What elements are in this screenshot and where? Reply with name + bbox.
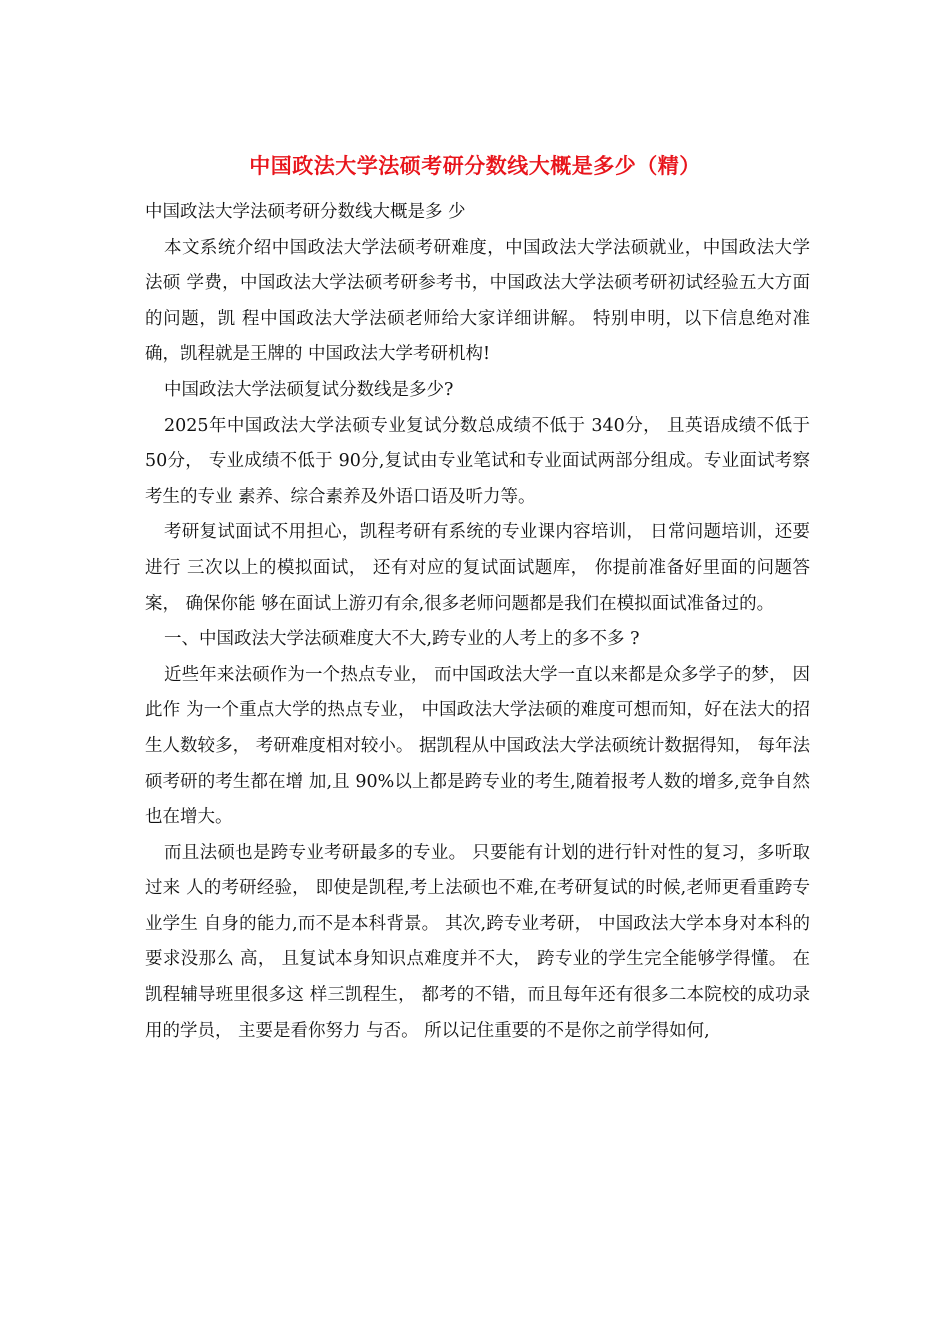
document-title: 中国政法大学法硕考研分数线大概是多少（精） xyxy=(249,153,701,178)
document-body xyxy=(145,195,810,1049)
paragraph-intro: 本文系统介绍中国政法大学法硕考研难度，中国政法大学法硕就业，中国政法大学法硕 学费，中国政法大学法硕考研参考书，中国政法大学法硕考研初试经验五大方面的问题，凯 程中国政法大学法硕老师给大家详细讲解。 特别申明，以下信息绝对准确，凯程就是王牌的 中国政法大学考研机构! xyxy=(145,237,810,365)
paragraph-retest-scores: 2025年中国政法大学法硕专业复试分数总成绩不低于 340分， 且英语成绩不低于 50分， 专业成绩不低于 90分,复试由专业笔试和专业面试两部分组成。专业面试考察考生的专业 素养、综合素养及外语口语及听力等。 xyxy=(145,415,810,507)
paragraph-difficulty: 近些年来法硕作为一个热点专业， 而中国政法大学一直以来都是众多学子的梦， 因此作 为一个重点大学的热点专业， 中国政法大学法硕的难度可想而知，好在法大的招生人数较多， 考研难度相对较小。 据凯程从中国政法大学法硕统计数据得知， 每年法硕考研的考生都在增 加,且 90%以上都是跨专业的考生,随着报考人数的增多,竞争自然也在增大。 xyxy=(145,664,810,828)
paragraph-question-retest: 中国政法大学法硕复试分数线是多少? xyxy=(164,379,454,400)
paragraph-cross-major: 而且法硕也是跨专业考研最多的专业。 只要能有计划的进行针对性的复习，多听取过来 人的考研经验， 即使是凯程,考上法硕也不难,在考研复试的时候,老师更看重跨专业学生 自身的能力,而不是本科背景。 其次,跨专业考研， 中国政法大学本身对本科的要求没那么 高， 且复试本身知识点难度并不大， 跨专业的学生完全能够学得懂。 在凯程辅导班里很多这 样三凯程生， 都考的不错，而且每年还有很多二本院校的成功录用的学员， 主要是看你努力 与否。 所以记住重要的不是你之前学得如何, xyxy=(145,842,810,1041)
paragraph-interview: 考研复试面试不用担心，凯程考研有系统的专业课内容培训， 日常问题培训，还要进行 三次以上的模拟面试， 还有对应的复试面试题库， 你提前准备好里面的问题答案， 确保你能 够在面试上游刃有余,很多老师问题都是我们在模拟面试准备过的。 xyxy=(145,522,810,614)
paragraph-section-heading: 一、中国政法大学法硕难度大不大,跨专业的人考上的多不多 ? xyxy=(164,629,640,650)
paragraph-subtitle: 中国政法大学法硕考研分数线大概是多 少 xyxy=(145,202,466,222)
